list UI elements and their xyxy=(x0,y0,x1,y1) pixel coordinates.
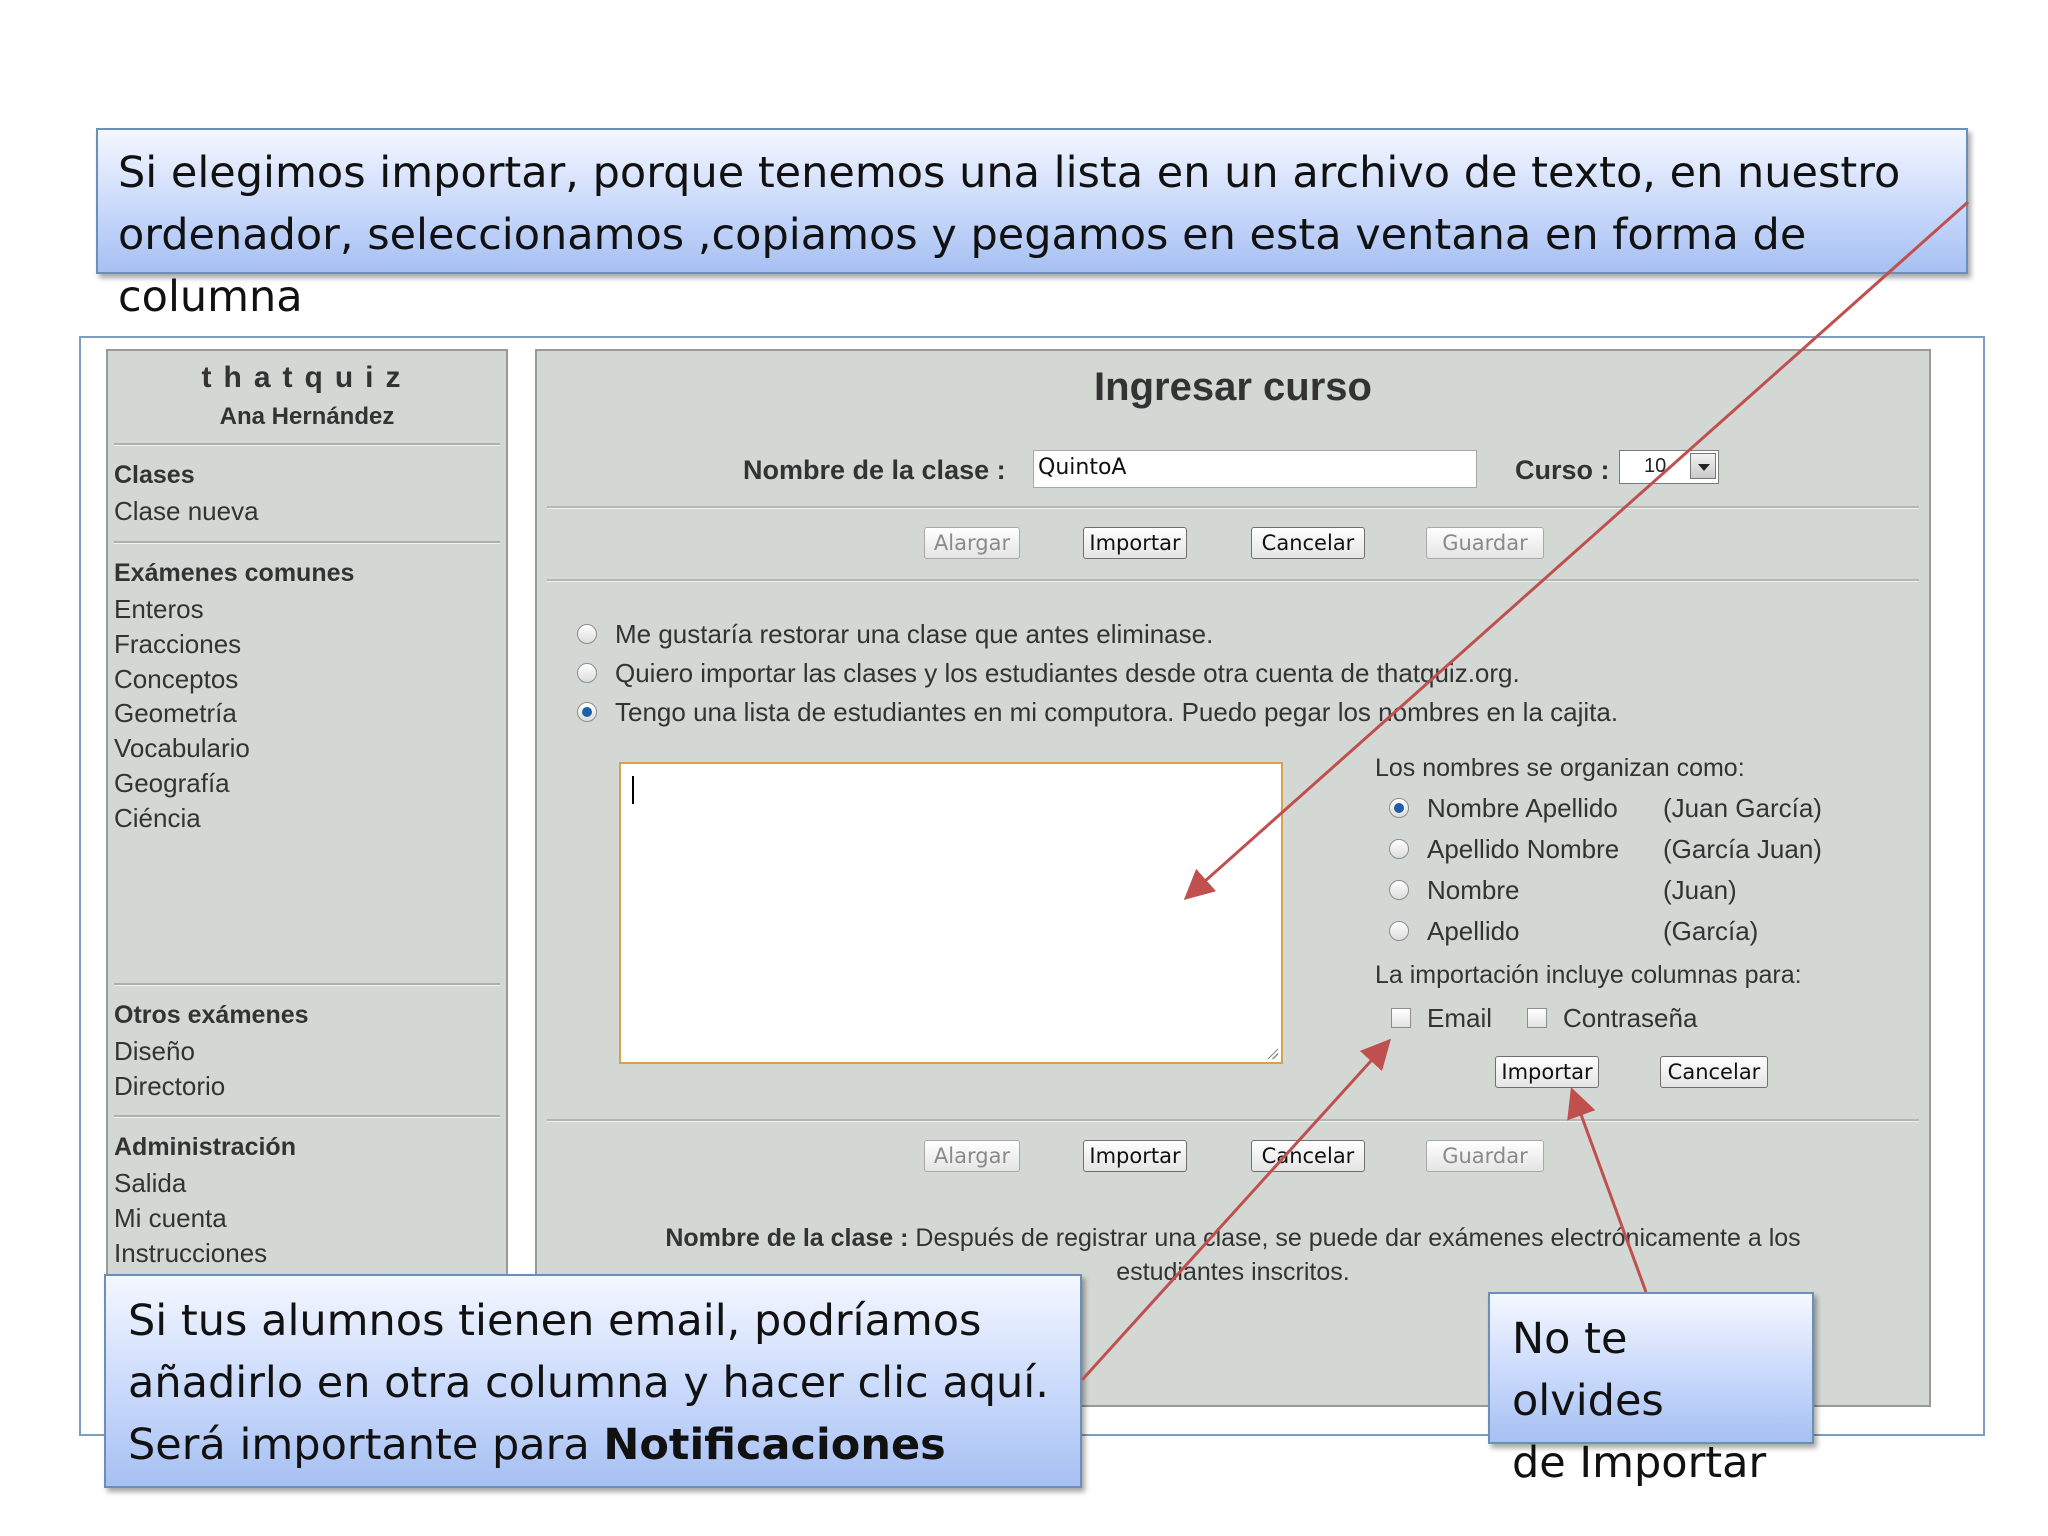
sidebar-item-geometria[interactable]: Geometría xyxy=(114,698,237,728)
format-example: (García) xyxy=(1663,916,1759,946)
user-name: Ana Hernández xyxy=(219,403,395,430)
alargar-button-bottom[interactable]: Alargar xyxy=(924,1140,1020,1172)
course-select-value: 10 xyxy=(1644,455,1667,477)
email-checkbox-label: Email xyxy=(1427,1003,1493,1033)
sidebar-item-directorio[interactable]: Directorio xyxy=(114,1071,226,1101)
sidebar-head-other-tests: Otros exámenes xyxy=(114,1001,309,1029)
organize-label: Los nombres se organizan como: xyxy=(1375,754,1745,782)
sidebar-item-salida[interactable]: Salida xyxy=(114,1168,187,1198)
guardar-button-top[interactable]: Guardar xyxy=(1426,527,1544,559)
class-name-label: Nombre de la clase : xyxy=(743,455,1006,485)
sidebar-item-vocabulario[interactable]: Vocabulario xyxy=(114,733,250,763)
importar-button-bottom[interactable]: Importar xyxy=(1083,1140,1187,1172)
sidebar-head-administration: Administración xyxy=(114,1133,296,1161)
sidebar-head-common-tests: Exámenes comunes xyxy=(114,559,355,587)
course-label: Curso : xyxy=(1515,455,1610,485)
cancelar-button-bottom[interactable]: Cancelar xyxy=(1251,1140,1365,1172)
class-name-input[interactable]: QuintoA xyxy=(1033,450,1477,488)
password-checkbox-label: Contraseña xyxy=(1563,1003,1698,1033)
option-paste-list: Tengo una lista de estudiantes en mi computora. Puedo pegar los nombres en la cajita. xyxy=(615,697,1619,727)
callout-text-line: Si tus alumnos tienen email, podríamos xyxy=(128,1296,982,1346)
sidebar-item-ciencia[interactable]: Ciéncia xyxy=(114,803,201,833)
arrow-to-import-button xyxy=(1572,1090,1646,1292)
footer-note-text: estudiantes inscritos. xyxy=(1116,1258,1350,1286)
sidebar-item-fracciones[interactable]: Fracciones xyxy=(114,629,242,659)
footer-note-text: Después de registrar una clase, se puede dar exámenes electrónicamente a los xyxy=(908,1224,1801,1252)
format-label: Apellido xyxy=(1427,916,1520,946)
callout-text-line: ordenador, seleccionamos ,copiamos y pegamos en esta ventana en forma de columna xyxy=(118,210,1807,322)
sidebar-head-classes[interactable]: Clases xyxy=(114,461,195,489)
columns-label: La importación incluye columnas para: xyxy=(1375,961,1802,989)
callout-emphasis: Notificaciones xyxy=(603,1420,946,1470)
option-import-account: Quiero importar las clases y los estudiantes desde otra cuenta de thatquiz.org. xyxy=(615,658,1520,688)
callout-text-line: Si elegimos importar, porque tenemos una lista en un archivo de texto, en nuestro xyxy=(118,148,1901,198)
sidebar-item-diseno[interactable]: Diseño xyxy=(114,1036,195,1066)
format-example: (Juan) xyxy=(1663,875,1737,905)
sidebar-item-instrucciones[interactable]: Instrucciones xyxy=(114,1238,268,1268)
callout-text-line: de Importar xyxy=(1512,1438,1767,1488)
brand-logo: thatquiz xyxy=(201,361,413,394)
callout-text-line: añadirlo en otra columna y hacer clic aquí. xyxy=(128,1358,1049,1408)
format-label: Apellido Nombre xyxy=(1427,834,1620,864)
cancelar-button-top[interactable]: Cancelar xyxy=(1251,527,1365,559)
footer-note-label: Nombre de la clase : xyxy=(665,1224,909,1252)
sidebar-item-conceptos[interactable]: Conceptos xyxy=(114,664,239,694)
importar-button-top[interactable]: Importar xyxy=(1083,527,1187,559)
callout-text-line: No te olvides xyxy=(1512,1314,1664,1426)
alargar-button-top[interactable]: Alargar xyxy=(924,527,1020,559)
format-example: (Juan García) xyxy=(1663,793,1822,823)
sidebar-item-enteros[interactable]: Enteros xyxy=(114,594,204,624)
option-restore-class: Me gustaría restorar una clase que antes eliminase. xyxy=(615,619,1214,649)
sidebar-item-mi-cuenta[interactable]: Mi cuenta xyxy=(114,1203,227,1233)
format-label: Nombre xyxy=(1427,875,1520,905)
arrow-to-email-checkbox xyxy=(1082,1041,1389,1380)
guardar-button-bottom[interactable]: Guardar xyxy=(1426,1140,1544,1172)
import-list-button[interactable]: Importar xyxy=(1495,1056,1599,1088)
sidebar-item-new-class[interactable]: Clase nueva xyxy=(114,496,259,526)
sidebar-item-geografia[interactable]: Geografía xyxy=(114,768,230,798)
format-example: (García Juan) xyxy=(1663,834,1822,864)
cancel-list-button[interactable]: Cancelar xyxy=(1660,1056,1768,1088)
arrow-to-textarea xyxy=(1186,202,1968,898)
page-title: Ingresar curso xyxy=(1094,365,1372,409)
format-label: Nombre Apellido xyxy=(1427,793,1618,823)
callout-text-line: Será importante para xyxy=(128,1420,604,1470)
